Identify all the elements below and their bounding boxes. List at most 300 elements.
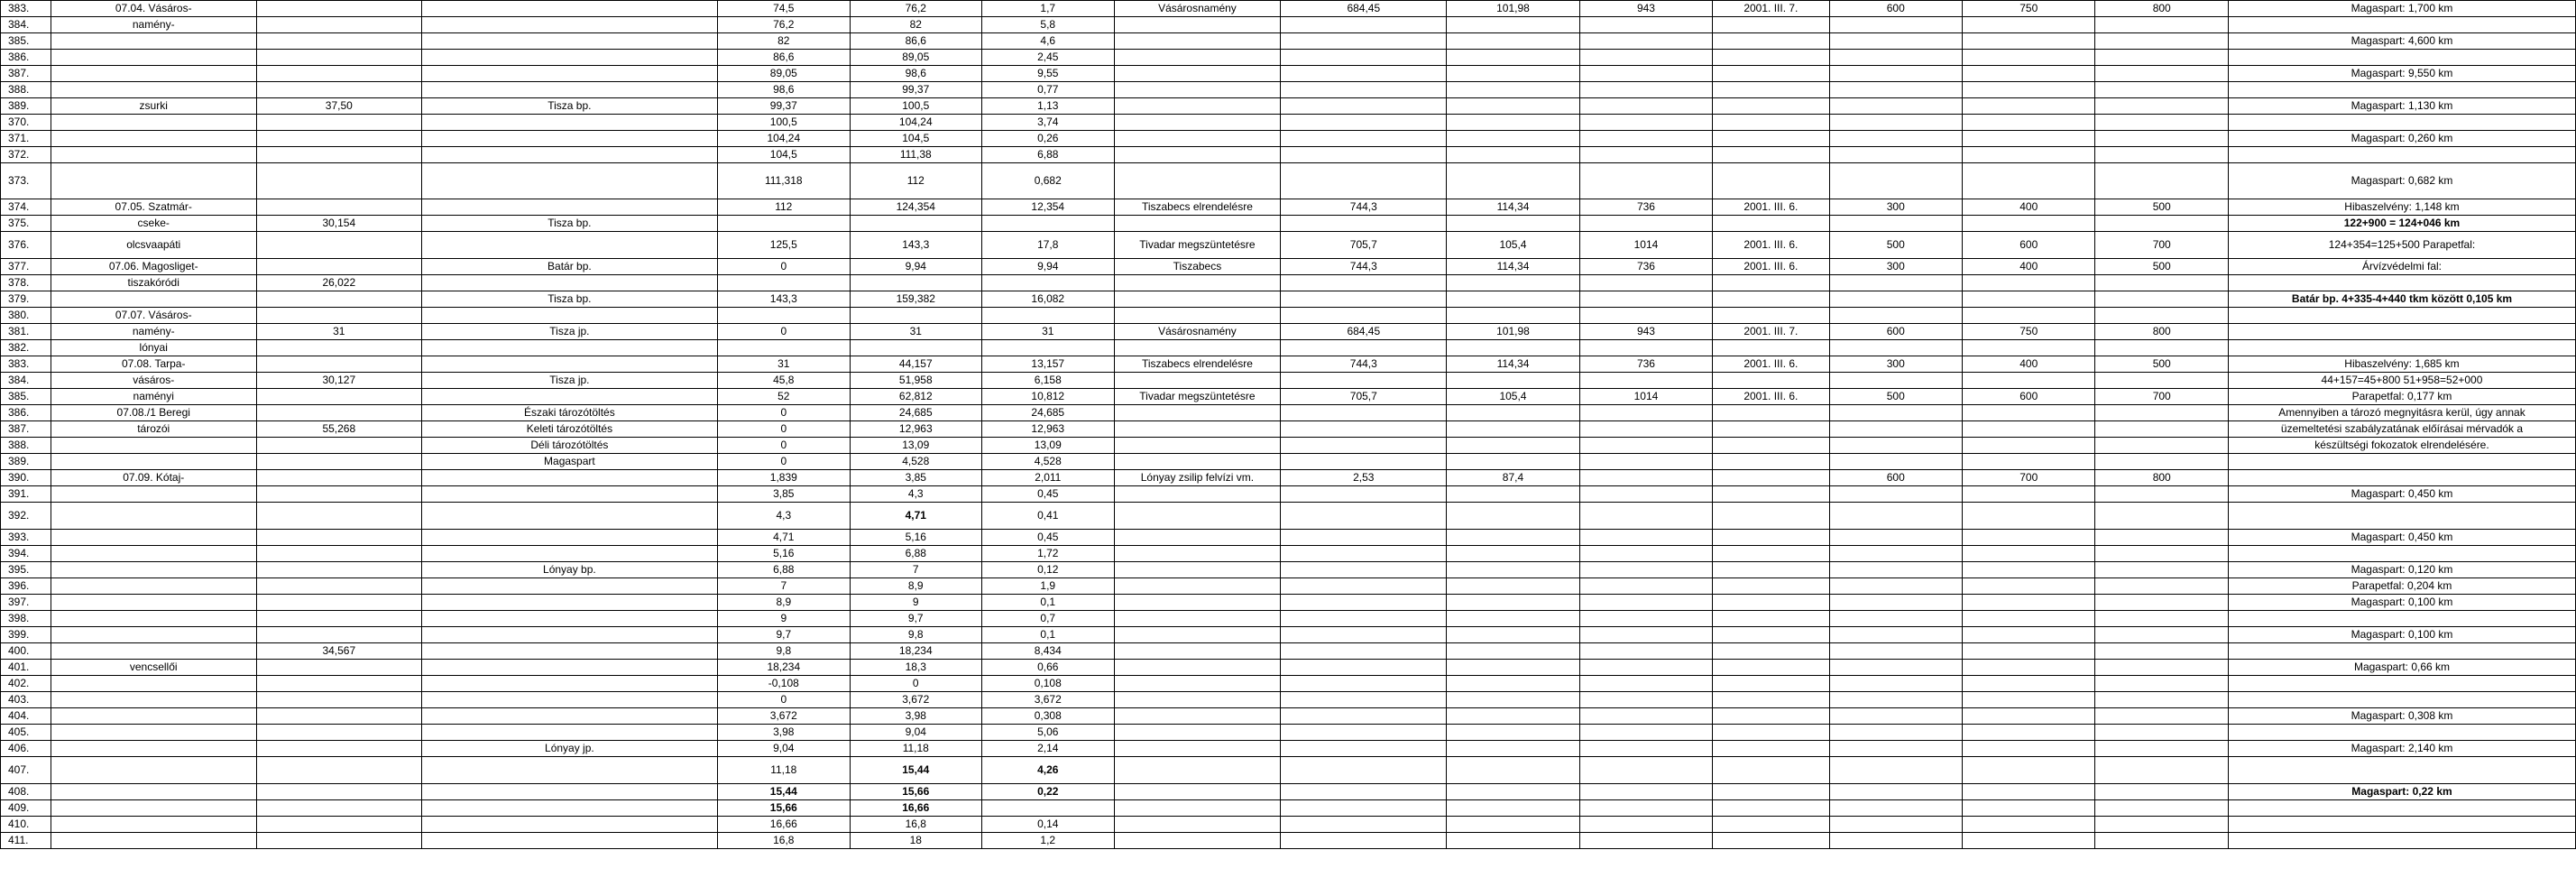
table-cell: 2001. III. 6. xyxy=(1713,259,1829,275)
table-cell xyxy=(1579,163,1712,199)
table-cell: 2001. III. 6. xyxy=(1713,389,1829,405)
table-cell xyxy=(421,308,717,324)
table-cell: Tiszabecs elrendelésre xyxy=(1114,356,1281,373)
table-cell: 76,2 xyxy=(850,1,981,17)
table-cell xyxy=(1829,800,1962,817)
table-cell xyxy=(1579,98,1712,115)
table-cell xyxy=(1579,757,1712,784)
table-cell: 736 xyxy=(1579,199,1712,216)
table-row xyxy=(1,833,2576,849)
table-cell: 51,958 xyxy=(850,373,981,389)
table-cell: 124+354=125+500 Parapetfal: xyxy=(2228,232,2575,259)
table-cell xyxy=(1114,33,1281,50)
table-cell: 104,24 xyxy=(850,115,981,131)
table-cell xyxy=(1963,340,2095,356)
table-cell xyxy=(2228,833,2575,849)
table-cell xyxy=(256,259,421,275)
table-cell xyxy=(1447,530,1579,546)
table-cell xyxy=(1713,503,1829,530)
table-cell xyxy=(1713,530,1829,546)
table-cell xyxy=(421,595,717,611)
table-cell: 111,318 xyxy=(718,163,850,199)
table-cell: 2001. III. 7. xyxy=(1713,1,1829,17)
table-cell xyxy=(421,115,717,131)
table-cell: 15,44 xyxy=(850,757,981,784)
table-cell: 159,382 xyxy=(850,291,981,308)
table-cell xyxy=(256,611,421,627)
table-cell: 18,234 xyxy=(850,643,981,660)
table-cell: 6,88 xyxy=(850,546,981,562)
table-cell xyxy=(2228,757,2575,784)
table-cell xyxy=(1114,82,1281,98)
table-cell xyxy=(2095,757,2228,784)
table-cell xyxy=(2095,82,2228,98)
table-cell xyxy=(1447,98,1579,115)
table-cell xyxy=(1713,308,1829,324)
table-cell xyxy=(256,438,421,454)
table-cell xyxy=(256,232,421,259)
table-cell xyxy=(1114,131,1281,147)
table-cell xyxy=(421,800,717,817)
table-cell xyxy=(1713,373,1829,389)
table-cell xyxy=(1447,578,1579,595)
table-cell xyxy=(1713,611,1829,627)
table-cell xyxy=(1114,373,1281,389)
table-cell xyxy=(2095,546,2228,562)
table-cell xyxy=(256,33,421,50)
table-cell xyxy=(1963,147,2095,163)
table-cell: 411. xyxy=(1,833,51,849)
table-cell: 397. xyxy=(1,595,51,611)
table-cell: 5,16 xyxy=(718,546,850,562)
table-row xyxy=(1,627,2576,643)
table-cell xyxy=(1281,627,1447,643)
table-cell: Parapetfal: 0,204 km xyxy=(2228,578,2575,595)
table-cell xyxy=(2095,800,2228,817)
table-cell xyxy=(2228,800,2575,817)
table-row xyxy=(1,595,2576,611)
table-cell: 380. xyxy=(1,308,51,324)
table-cell: 8,9 xyxy=(850,578,981,595)
table-cell xyxy=(1447,454,1579,470)
table-cell: Lónyay bp. xyxy=(421,562,717,578)
table-cell xyxy=(1963,308,2095,324)
table-cell xyxy=(1281,676,1447,692)
table-cell xyxy=(1713,708,1829,725)
table-cell xyxy=(850,275,981,291)
table-cell: Lónyay zsilip felvízi vm. xyxy=(1114,470,1281,486)
table-cell xyxy=(1713,660,1829,676)
table-cell: 600 xyxy=(1829,324,1962,340)
table-cell xyxy=(2228,324,2575,340)
table-cell xyxy=(1114,595,1281,611)
table-row xyxy=(1,324,2576,340)
table-cell xyxy=(256,50,421,66)
table-cell xyxy=(1713,33,1829,50)
table-cell: 705,7 xyxy=(1281,389,1447,405)
table-cell xyxy=(1963,82,2095,98)
table-cell: Tisza jp. xyxy=(421,373,717,389)
table-cell xyxy=(1281,50,1447,66)
table-cell: 705,7 xyxy=(1281,232,1447,259)
table-cell xyxy=(1281,66,1447,82)
table-cell: zsurki xyxy=(51,98,256,115)
table-cell: 4,26 xyxy=(982,757,1114,784)
table-cell xyxy=(2095,421,2228,438)
table-cell xyxy=(51,611,256,627)
table-cell: üzemeltetési szabályzatának előírásai mérvadók a xyxy=(2228,421,2575,438)
table-cell: Magaspart: 0,100 km xyxy=(2228,595,2575,611)
table-cell xyxy=(256,708,421,725)
table-cell: 387. xyxy=(1,421,51,438)
table-cell xyxy=(51,800,256,817)
table-cell xyxy=(2228,611,2575,627)
table-cell: 405. xyxy=(1,725,51,741)
table-cell xyxy=(1579,115,1712,131)
table-cell: 16,082 xyxy=(982,291,1114,308)
table-cell xyxy=(1114,725,1281,741)
table-cell: 500 xyxy=(1829,389,1962,405)
table-cell xyxy=(2228,147,2575,163)
table-cell xyxy=(1281,131,1447,147)
table-cell: 9,7 xyxy=(718,627,850,643)
table-cell xyxy=(1829,275,1962,291)
table-cell xyxy=(256,757,421,784)
table-cell xyxy=(1829,503,1962,530)
table-row xyxy=(1,708,2576,725)
table-cell xyxy=(2228,115,2575,131)
table-cell xyxy=(1281,660,1447,676)
table-cell: Magaspart: 0,682 km xyxy=(2228,163,2575,199)
table-row xyxy=(1,530,2576,546)
table-cell: 385. xyxy=(1,33,51,50)
table-cell: 386. xyxy=(1,50,51,66)
table-cell: Hibaszelvény: 1,148 km xyxy=(2228,199,2575,216)
table-row xyxy=(1,562,2576,578)
table-cell: namény- xyxy=(51,17,256,33)
table-cell xyxy=(1963,833,2095,849)
table-cell xyxy=(1963,611,2095,627)
table-row xyxy=(1,131,2576,147)
table-cell xyxy=(421,546,717,562)
table-cell xyxy=(718,216,850,232)
table-cell: 388. xyxy=(1,82,51,98)
table-cell xyxy=(1713,421,1829,438)
table-cell: Magaspart: 2,140 km xyxy=(2228,741,2575,757)
table-cell xyxy=(1579,147,1712,163)
table-cell xyxy=(1713,405,1829,421)
table-cell: 5,16 xyxy=(850,530,981,546)
table-cell xyxy=(1281,757,1447,784)
table-cell xyxy=(1713,147,1829,163)
table-cell xyxy=(1579,676,1712,692)
table-cell xyxy=(1447,817,1579,833)
table-cell xyxy=(51,454,256,470)
table-cell xyxy=(421,676,717,692)
table-cell xyxy=(1114,275,1281,291)
table-cell xyxy=(1713,17,1829,33)
table-cell xyxy=(1447,163,1579,199)
table-cell xyxy=(1579,308,1712,324)
table-cell: 9,04 xyxy=(850,725,981,741)
table-cell xyxy=(1579,692,1712,708)
table-cell: 104,5 xyxy=(718,147,850,163)
table-cell: 750 xyxy=(1963,1,2095,17)
table-cell xyxy=(1829,486,1962,503)
table-cell xyxy=(1579,660,1712,676)
table-cell: 114,34 xyxy=(1447,259,1579,275)
table-cell: Tiszabecs xyxy=(1114,259,1281,275)
table-cell: 4,6 xyxy=(982,33,1114,50)
table-cell: 0 xyxy=(718,692,850,708)
table-cell: 07.04. Vásáros- xyxy=(51,1,256,17)
table-cell xyxy=(1829,115,1962,131)
table-cell xyxy=(51,50,256,66)
table-cell: 3,98 xyxy=(850,708,981,725)
table-cell: 600 xyxy=(1829,470,1962,486)
table-cell xyxy=(1829,741,1962,757)
table-cell: 24,685 xyxy=(982,405,1114,421)
table-cell: 398. xyxy=(1,611,51,627)
table-cell xyxy=(1281,82,1447,98)
table-cell: 684,45 xyxy=(1281,1,1447,17)
table-cell: 44+157=45+800 51+958=52+000 xyxy=(2228,373,2575,389)
table-cell: 143,3 xyxy=(850,232,981,259)
table-cell: 0,108 xyxy=(982,676,1114,692)
table-cell xyxy=(2228,503,2575,530)
table-cell: 370. xyxy=(1,115,51,131)
table-cell xyxy=(2095,405,2228,421)
table-cell: 18 xyxy=(850,833,981,849)
table-cell: 100,5 xyxy=(850,98,981,115)
table-cell xyxy=(2228,692,2575,708)
table-cell xyxy=(51,438,256,454)
table-cell xyxy=(2095,147,2228,163)
table-cell: 395. xyxy=(1,562,51,578)
table-cell: 375. xyxy=(1,216,51,232)
table-cell: Tisza jp. xyxy=(421,324,717,340)
table-cell: 404. xyxy=(1,708,51,725)
table-cell: Magaspart: 1,130 km xyxy=(2228,98,2575,115)
table-cell: 300 xyxy=(1829,356,1962,373)
table-cell: Tivadar megszüntetésre xyxy=(1114,389,1281,405)
table-cell: 4,3 xyxy=(850,486,981,503)
table-row xyxy=(1,546,2576,562)
table-cell: 3,672 xyxy=(718,708,850,725)
table-cell: lónyai xyxy=(51,340,256,356)
table-cell xyxy=(421,692,717,708)
table-row xyxy=(1,199,2576,216)
table-cell: 0,77 xyxy=(982,82,1114,98)
table-cell xyxy=(421,163,717,199)
table-cell xyxy=(256,115,421,131)
table-cell: 1014 xyxy=(1579,232,1712,259)
table-cell: 143,3 xyxy=(718,291,850,308)
table-cell: Tisza bp. xyxy=(421,291,717,308)
table-cell xyxy=(1281,115,1447,131)
table-cell xyxy=(1713,50,1829,66)
table-cell: olcsvaapáti xyxy=(51,232,256,259)
table-cell: 0,682 xyxy=(982,163,1114,199)
table-cell xyxy=(1447,486,1579,503)
table-cell xyxy=(1713,800,1829,817)
table-cell xyxy=(1963,595,2095,611)
table-cell: 4,528 xyxy=(850,454,981,470)
table-cell xyxy=(1281,438,1447,454)
table-cell: 5,06 xyxy=(982,725,1114,741)
table-cell xyxy=(51,595,256,611)
table-cell xyxy=(256,817,421,833)
table-cell xyxy=(1114,17,1281,33)
table-row xyxy=(1,438,2576,454)
table-cell xyxy=(2095,438,2228,454)
table-cell xyxy=(1963,660,2095,676)
table-cell xyxy=(2228,275,2575,291)
table-cell: 0 xyxy=(718,421,850,438)
table-cell: 86,6 xyxy=(718,50,850,66)
table-cell: 74,5 xyxy=(718,1,850,17)
table-cell xyxy=(1579,708,1712,725)
table-cell: 402. xyxy=(1,676,51,692)
table-cell: 0,26 xyxy=(982,131,1114,147)
table-cell xyxy=(1114,741,1281,757)
table-cell xyxy=(1579,33,1712,50)
table-cell xyxy=(1447,692,1579,708)
table-cell xyxy=(1713,676,1829,692)
table-cell: 382. xyxy=(1,340,51,356)
table-cell: 744,3 xyxy=(1281,259,1447,275)
table-cell: 89,05 xyxy=(718,66,850,82)
table-cell xyxy=(256,308,421,324)
table-cell xyxy=(2228,817,2575,833)
table-cell: 377. xyxy=(1,259,51,275)
table-cell xyxy=(256,800,421,817)
table-cell xyxy=(1281,486,1447,503)
table-cell xyxy=(1963,627,2095,643)
table-cell xyxy=(1114,562,1281,578)
table-cell: 16,66 xyxy=(718,817,850,833)
table-cell: 30,127 xyxy=(256,373,421,389)
table-cell xyxy=(1579,800,1712,817)
table-cell: 17,8 xyxy=(982,232,1114,259)
table-cell xyxy=(2095,340,2228,356)
table-cell xyxy=(1447,708,1579,725)
table-cell xyxy=(2095,676,2228,692)
table-cell xyxy=(1829,216,1962,232)
table-cell: 101,98 xyxy=(1447,324,1579,340)
table-cell: 105,4 xyxy=(1447,232,1579,259)
table-cell xyxy=(51,692,256,708)
table-cell: 11,18 xyxy=(718,757,850,784)
table-row xyxy=(1,308,2576,324)
table-cell xyxy=(1579,611,1712,627)
table-cell xyxy=(1829,454,1962,470)
table-cell xyxy=(1114,676,1281,692)
table-cell xyxy=(1713,692,1829,708)
table-cell: 391. xyxy=(1,486,51,503)
table-cell: 34,567 xyxy=(256,643,421,660)
table-cell: 700 xyxy=(2095,232,2228,259)
table-cell: 1,2 xyxy=(982,833,1114,849)
table-cell: vásáros- xyxy=(51,373,256,389)
table-cell xyxy=(421,757,717,784)
table-cell xyxy=(51,578,256,595)
table-cell: 390. xyxy=(1,470,51,486)
table-cell xyxy=(1829,562,1962,578)
table-cell xyxy=(256,530,421,546)
table-cell xyxy=(51,530,256,546)
table-cell xyxy=(1114,503,1281,530)
table-cell xyxy=(1579,833,1712,849)
table-cell xyxy=(2095,216,2228,232)
table-cell xyxy=(51,131,256,147)
table-cell: Tisza bp. xyxy=(421,98,717,115)
table-cell: 392. xyxy=(1,503,51,530)
table-cell: Magaspart xyxy=(421,454,717,470)
table-cell: 800 xyxy=(2095,1,2228,17)
table-cell xyxy=(256,356,421,373)
table-cell: 98,6 xyxy=(850,66,981,82)
table-cell xyxy=(256,131,421,147)
table-cell: 76,2 xyxy=(718,17,850,33)
table-cell xyxy=(1829,595,1962,611)
table-cell xyxy=(421,660,717,676)
table-cell xyxy=(421,784,717,800)
table-cell xyxy=(1579,373,1712,389)
table-cell xyxy=(1829,373,1962,389)
table-cell: 13,157 xyxy=(982,356,1114,373)
table-cell xyxy=(1579,421,1712,438)
table-cell: 943 xyxy=(1579,1,1712,17)
table-cell xyxy=(1579,741,1712,757)
table-cell xyxy=(2228,17,2575,33)
table-row xyxy=(1,660,2576,676)
table-cell xyxy=(421,17,717,33)
table-cell xyxy=(2228,470,2575,486)
table-cell: -0,108 xyxy=(718,676,850,692)
table-cell: 105,4 xyxy=(1447,389,1579,405)
table-cell: 0,45 xyxy=(982,530,1114,546)
table-cell xyxy=(1447,627,1579,643)
table-cell xyxy=(1963,676,2095,692)
table-cell xyxy=(256,660,421,676)
table-cell: 124,354 xyxy=(850,199,981,216)
table-body xyxy=(1,1,2576,849)
table-cell xyxy=(2095,530,2228,546)
table-cell: 07.08. Tarpa- xyxy=(51,356,256,373)
table-row xyxy=(1,817,2576,833)
table-cell: 700 xyxy=(2095,389,2228,405)
table-cell xyxy=(1281,611,1447,627)
table-cell: 399. xyxy=(1,627,51,643)
table-cell: 2001. III. 6. xyxy=(1713,356,1829,373)
table-cell xyxy=(421,50,717,66)
table-cell xyxy=(2095,454,2228,470)
table-cell: 400. xyxy=(1,643,51,660)
table-cell xyxy=(718,308,850,324)
table-cell: 82 xyxy=(718,33,850,50)
table-cell xyxy=(51,676,256,692)
table-cell xyxy=(256,676,421,692)
table-cell xyxy=(421,486,717,503)
table-cell xyxy=(421,643,717,660)
table-cell xyxy=(1447,131,1579,147)
table-cell: 373. xyxy=(1,163,51,199)
table-cell: 104,24 xyxy=(718,131,850,147)
table-cell xyxy=(1114,627,1281,643)
table-cell xyxy=(1579,643,1712,660)
table-cell: 409. xyxy=(1,800,51,817)
